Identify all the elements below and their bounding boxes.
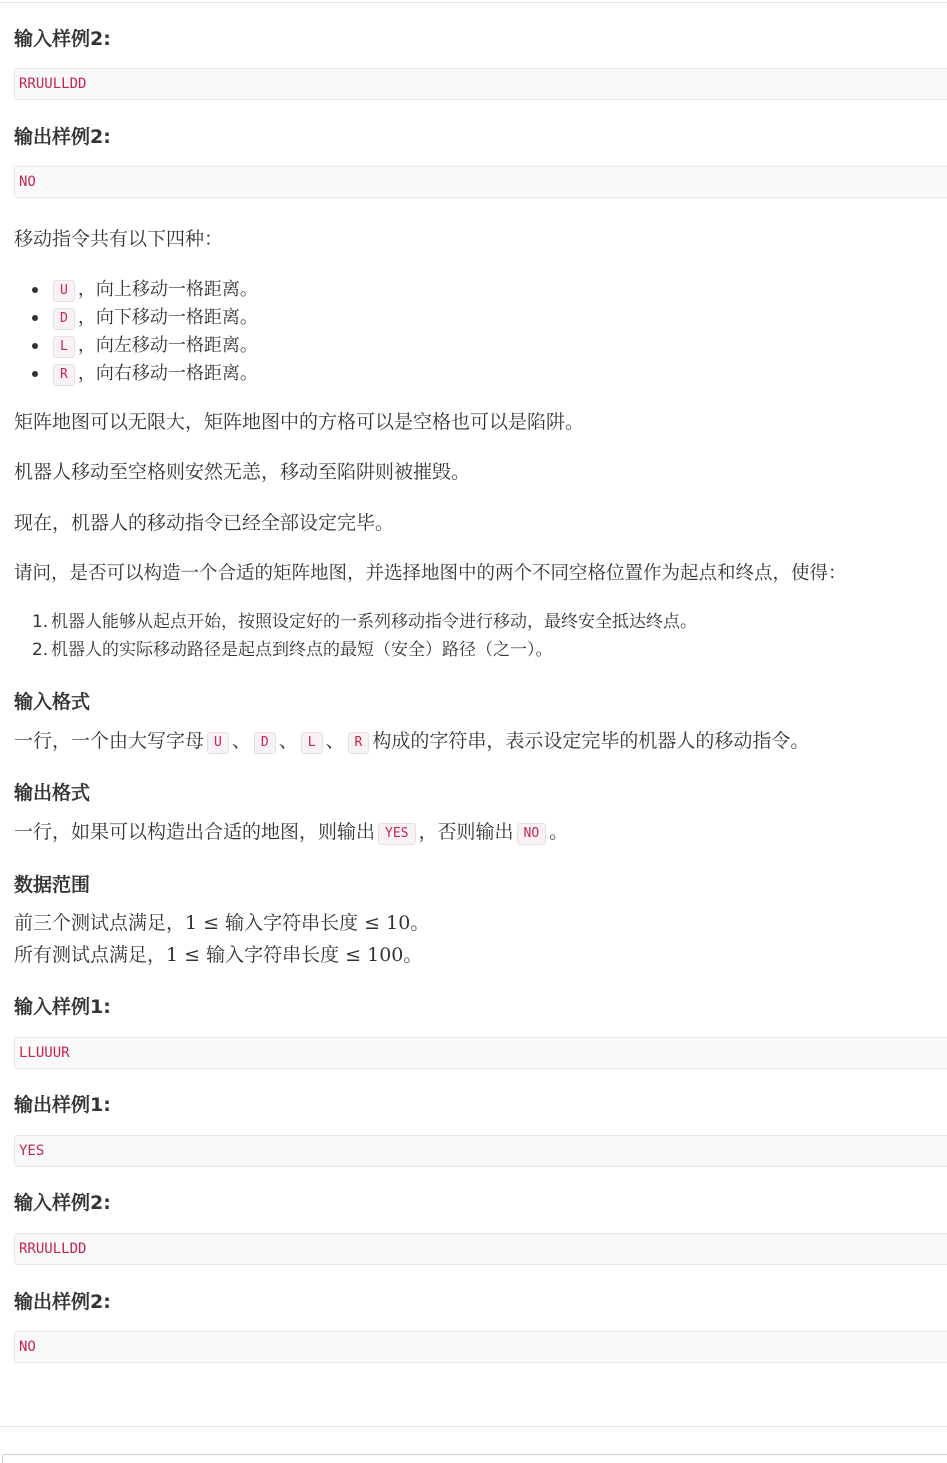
code-u: U: [207, 732, 229, 754]
paragraph-trap: 机器人移动至空格则安然无恙，移动至陷阱则被摧毁。: [14, 461, 471, 483]
range-math: 1 ≤: [185, 912, 226, 934]
sample-input-2-code[interactable]: RRUULLDD: [14, 1233, 947, 1265]
code-yes: YES: [378, 823, 415, 845]
command-code: R: [53, 364, 75, 386]
range-end: 。: [410, 912, 430, 934]
sample-output-1-code[interactable]: YES: [14, 1135, 947, 1167]
sample-input-2-title-top: 输入样例2:: [14, 28, 111, 50]
sample-input-2-code-top[interactable]: RRUULLDD: [14, 68, 947, 100]
top-divider: [0, 0, 947, 3]
bullet-dot: [32, 315, 38, 321]
output-format-title: 输出格式: [14, 782, 91, 804]
input-format-text: [14, 729, 809, 754]
separator: 、: [325, 730, 345, 752]
range-end: 。: [403, 944, 423, 966]
sample-input-1-code[interactable]: LLUUUR: [14, 1037, 947, 1069]
bullet-dot: [32, 343, 38, 349]
paragraph-question: 请问，是否可以构造一个合适的矩阵地图，并选择地图中的两个不同空格位置作为起点和终点，使得：: [14, 563, 847, 584]
footer-divider: [0, 1426, 947, 1427]
range-math: 1 ≤: [166, 944, 207, 966]
range-math: ≤ 100: [339, 944, 404, 966]
input-format-prefix: 一行，一个由大写字母: [14, 730, 205, 752]
bottom-panel-edge: [2, 1454, 947, 1463]
range-prefix: 所有测试点满足，: [14, 944, 167, 966]
code-r: R: [348, 732, 370, 754]
condition-number: 2.: [32, 640, 49, 660]
sample-output-1-title: 输出样例1:: [14, 1094, 111, 1116]
range-prefix: 前三个测试点满足，: [14, 912, 186, 934]
command-code: L: [53, 336, 75, 358]
sample-input-2-title: 输入样例2:: [14, 1192, 111, 1214]
sample-output-2-title-top: 输出样例2:: [14, 126, 111, 148]
sample-input-1-title: 输入样例1:: [14, 996, 111, 1018]
commands-intro: 移动指令共有以下四种：: [14, 228, 224, 250]
separator: 、: [278, 730, 298, 752]
command-text: ，向左移动一格距离。: [77, 335, 258, 356]
command-text: ，向下移动一格距离。: [77, 307, 258, 328]
paragraph-ready: 现在，机器人的移动指令已经全部设定完毕。: [14, 512, 395, 534]
separator: 、: [231, 730, 251, 752]
code-l: L: [301, 732, 323, 754]
sample-output-2-code-top[interactable]: NO: [14, 166, 947, 198]
range-math: ≤ 10: [358, 912, 411, 934]
bullet-dot: [32, 371, 38, 377]
output-format-prefix: 一行，如果可以构造出合适的地图，则输出: [14, 821, 376, 843]
condition-text: 机器人的实际移动路径是起点到终点的最短（安全）路径（之一）。: [51, 640, 553, 660]
condition-number: 1.: [32, 612, 49, 632]
condition-text: 机器人能够从起点开始，按照设定好的一系列移动指令进行移动，最终安全抵达终点。: [51, 612, 697, 632]
paragraph-map: 矩阵地图可以无限大，矩阵地图中的方格可以是空格也可以是陷阱。: [14, 411, 585, 433]
sample-output-2-code[interactable]: NO: [14, 1331, 947, 1363]
output-format-suffix: 。: [549, 821, 569, 843]
data-range-line-1: [14, 911, 429, 935]
command-code: D: [53, 308, 75, 330]
command-text: ，向上移动一格距离。: [77, 279, 258, 300]
input-format-title: 输入格式: [14, 691, 91, 713]
data-range-title: 数据范围: [14, 874, 91, 896]
range-text: 输入字符串长度: [206, 944, 340, 966]
command-text: ，向右移动一格距离。: [77, 363, 258, 384]
sample-output-2-title: 输出样例2:: [14, 1291, 111, 1313]
data-range-line-2: [14, 943, 422, 967]
code-no: NO: [517, 823, 547, 845]
input-format-suffix: 构成的字符串，表示设定完毕的机器人的移动指令。: [372, 730, 810, 752]
command-code: U: [53, 280, 75, 302]
output-format-text: [14, 820, 568, 845]
bullet-dot: [32, 287, 38, 293]
output-format-middle: ，否则输出: [418, 821, 514, 843]
range-text: 输入字符串长度: [225, 912, 359, 934]
code-d: D: [254, 732, 276, 754]
